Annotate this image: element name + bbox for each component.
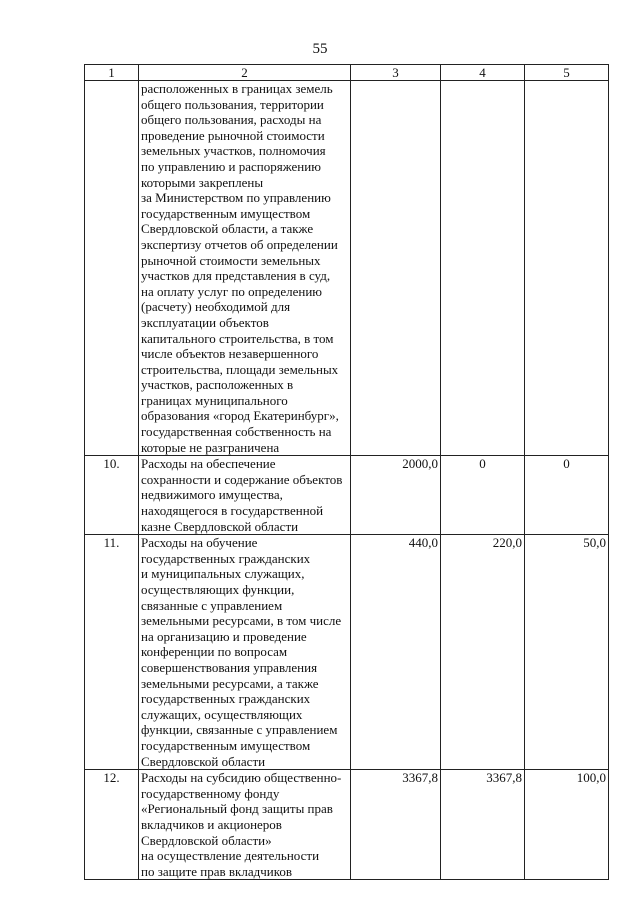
table-row-11 [85,535,609,770]
row-value-col-4: 0 [441,456,525,535]
desc-line: казне Свердловской области [141,518,299,534]
row-description [139,456,351,535]
desc-line: служащих, осуществляющих [141,706,303,722]
desc-line: Расходы на обеспечение [141,456,276,472]
desc-line: государственным имуществом [141,205,311,221]
desc-line: находящегося в государственной [141,503,324,519]
desc-line: образования «город Екатеринбург», [141,408,339,424]
row-value-col-3 [351,81,441,456]
desc-line: на оплату услуг по определению [141,283,322,299]
desc-line: «Региональный фонд защиты прав [141,801,333,817]
desc-line: совершенствования управления [141,659,318,675]
row-description [139,770,351,880]
desc-line: расположенных в границах земель [141,81,333,96]
desc-line: Свердловской области, а также [141,221,314,237]
desc-line: конференции по вопросам [141,644,288,660]
desc-line: рыночной стоимости земельных [141,252,321,268]
desc-line: и муниципальных служащих, [141,566,305,582]
desc-line: земельных участков, полномочия [141,143,326,159]
desc-line: государственным имуществом [141,737,311,753]
desc-line: государственных гражданских [141,550,311,566]
row-value-col-4: 220,0 [441,535,525,770]
desc-line: (расчету) необходимой для [141,299,291,315]
desc-line: по защите прав вкладчиков [141,863,293,879]
desc-line: проведение рыночной стоимости [141,127,325,143]
row-value-col-3: 2000,0 [351,456,441,535]
desc-line: государственная собственность на [141,424,332,440]
desc-line: связанные с управлением [141,597,283,613]
row-number [85,81,139,456]
desc-line: Свердловской области [141,753,266,769]
desc-line: общего пользования, территории [141,96,324,112]
desc-line: Расходы на субсидию общественно- [141,770,342,786]
row-value-col-3: 440,0 [351,535,441,770]
desc-line: участков для представления в суд, [141,268,331,284]
desc-line: за Министерством по управлению [141,190,331,206]
row-number: 10. [85,456,139,535]
desc-line: функции, связанные с управлением [141,722,338,738]
table-header-row [85,65,609,81]
desc-line: границах муниципального [141,392,288,408]
page-number: 55 [312,41,328,57]
desc-line: Свердловской области» [141,832,272,848]
desc-line: недвижимого имущества, [141,487,283,503]
desc-line: земельными ресурсами, а также [141,675,319,691]
desc-line: экспертизу отчетов об определении [141,236,338,252]
table-row-10 [85,456,609,535]
header-col-4: 4 [441,65,525,81]
table-row-12 [85,770,609,880]
row-description [139,81,351,456]
row-number: 11. [85,535,139,770]
desc-line: которые не разграничена [141,439,280,455]
desc-line: на осуществление деятельности [141,848,320,864]
desc-line: государственных гражданских [141,691,311,707]
desc-line: сохранности и содержание объектов [141,471,343,487]
row-value-col-4: 3367,8 [441,770,525,880]
desc-line: на организацию и проведение [141,628,307,644]
desc-line: Расходы на обучение [141,535,258,551]
row-value-col-4 [441,81,525,456]
row-value-col-5: 50,0 [525,535,609,770]
desc-line: по управлению и распоряжению [141,158,321,174]
desc-line: эксплуатации объектов [141,314,269,330]
row-value-col-5 [525,81,609,456]
header-col-1: 1 [85,65,139,81]
desc-line: капитального строительства, в том [141,330,334,346]
row-description [139,535,351,770]
row-number: 12. [85,770,139,880]
header-col-2: 2 [139,65,351,81]
row-value-col-5: 0 [525,456,609,535]
desc-line: строительства, площади земельных [141,361,339,377]
desc-line: участков, расположенных в [141,377,294,393]
header-col-3: 3 [351,65,441,81]
row-value-col-3: 3367,8 [351,770,441,880]
table-row-continuation [85,81,609,456]
desc-line: государственному фонду [141,785,280,801]
desc-line: земельными ресурсами, в том числе [141,613,342,629]
desc-line: общего пользования, расходы на [141,112,322,128]
row-value-col-5: 100,0 [525,770,609,880]
header-col-5: 5 [525,65,609,81]
desc-line: которыми закреплены [141,174,264,190]
desc-line: вкладчиков и акционеров [141,816,282,832]
desc-line: числе объектов незавершенного [141,346,319,362]
budget-table [84,64,609,880]
desc-line: осуществляющих функции, [141,582,295,597]
